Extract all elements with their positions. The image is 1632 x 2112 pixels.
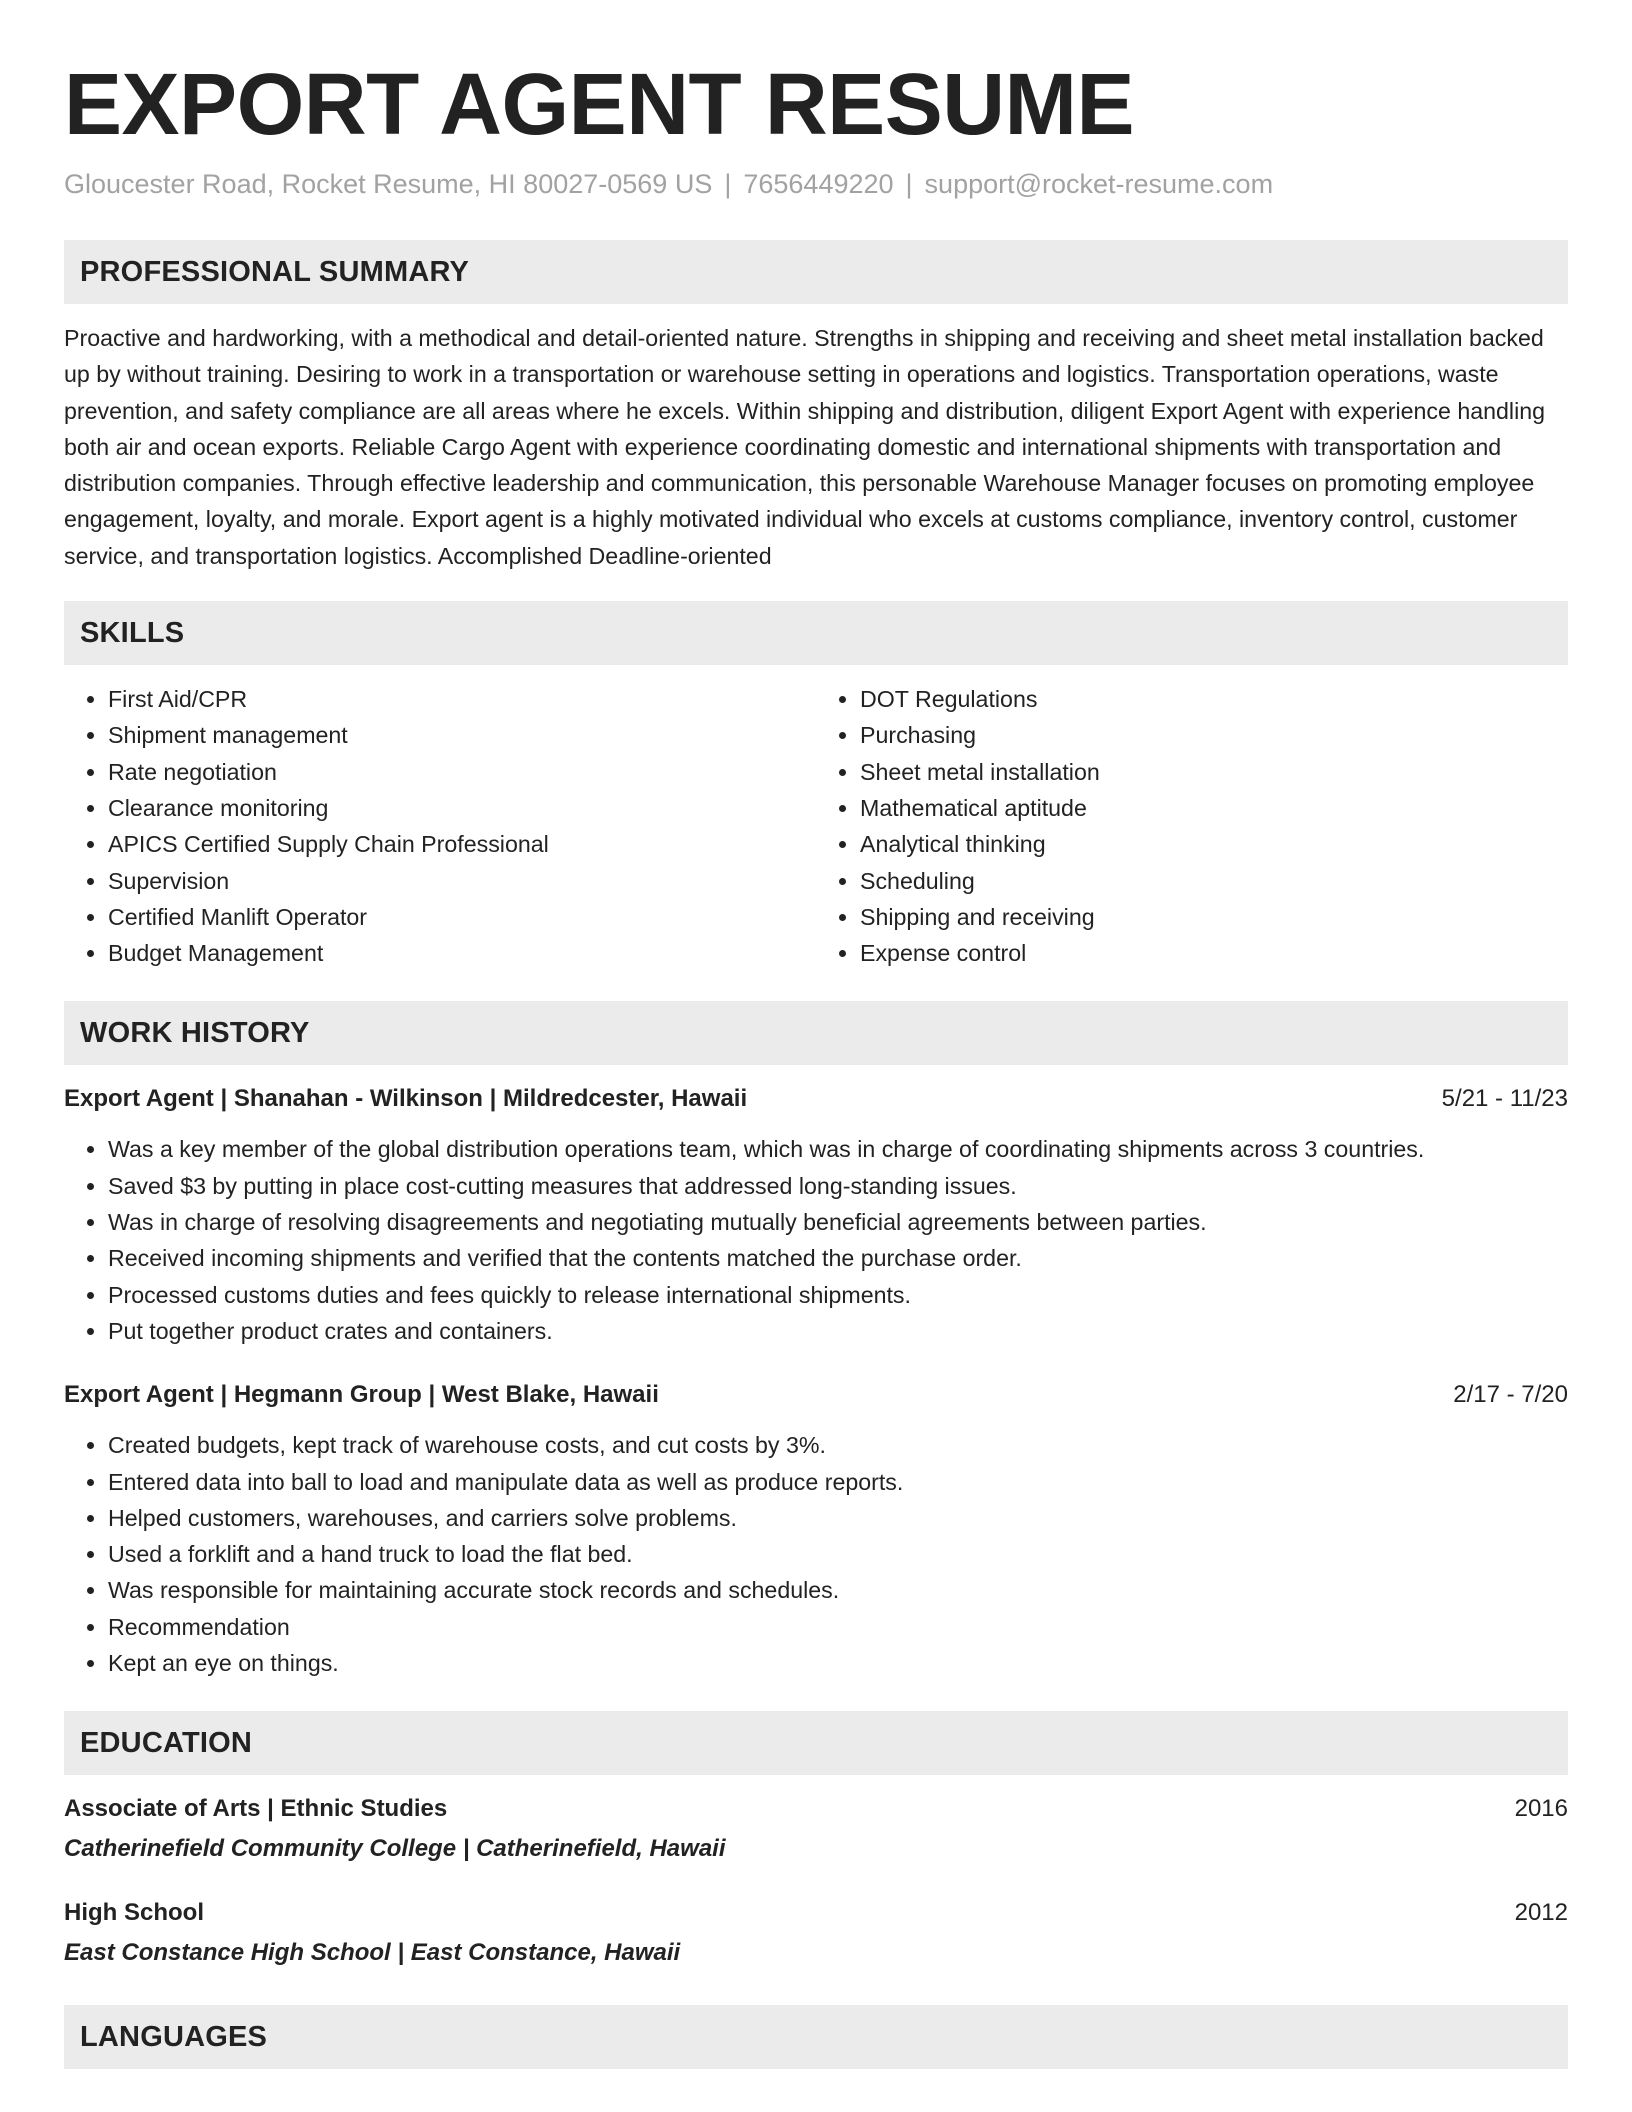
skill-item: • Analytical thinking	[860, 826, 1568, 862]
duty-item: • Was a key member of the global distribution operations team, which was in charge of coordinating shipments across 3 countries.	[108, 1131, 1568, 1167]
duty-item: • Processed customs duties and fees quickly to release international shipments.	[108, 1277, 1568, 1313]
job-header	[64, 1377, 1568, 1413]
skill-item: • Supervision	[108, 863, 816, 899]
skill-item: • Expense control	[860, 935, 1568, 971]
skill-item: • Shipping and receiving	[860, 899, 1568, 935]
contact-phone: 7656449220	[743, 169, 894, 199]
skill-item: • Mathematical aptitude	[860, 790, 1568, 826]
section-header-skills: SKILLS	[64, 601, 1568, 665]
skill-item: • APICS Certified Supply Chain Professional	[108, 826, 816, 862]
duty-item: • Recommendation	[108, 1609, 1568, 1645]
education-year: 2012	[1514, 1899, 1568, 1927]
skills-list	[64, 681, 1568, 971]
skill-item: • Clearance monitoring	[108, 790, 816, 826]
skill-item: • Purchasing	[860, 717, 1568, 753]
job-title: Export Agent | Hegmann Group | West Blake, Hawaii	[64, 1381, 659, 1409]
duty-item: • Entered data into ball to load and manipulate data as well as produce reports.	[108, 1464, 1568, 1500]
skills-column-right	[816, 681, 1568, 971]
education-degree: Associate of Arts | Ethnic Studies	[64, 1795, 448, 1823]
education-header	[64, 1895, 1568, 1931]
education-header	[64, 1791, 1568, 1827]
job-duties	[64, 1131, 1568, 1349]
section-header-education: EDUCATION	[64, 1711, 1568, 1775]
resume-title: EXPORT AGENT RESUME	[64, 56, 1135, 153]
education-year: 2016	[1514, 1795, 1568, 1823]
education-degree: High School	[64, 1899, 204, 1927]
job-duties	[64, 1427, 1568, 1681]
job-title: Export Agent | Shanahan - Wilkinson | Mildredcester, Hawaii	[64, 1085, 748, 1113]
education-entry	[64, 1791, 1568, 1867]
skill-item: • First Aid/CPR	[108, 681, 816, 717]
duty-item: • Kept an eye on things.	[108, 1645, 1568, 1681]
skill-item: • Certified Manlift Operator	[108, 899, 816, 935]
duty-item: • Received incoming shipments and verified that the contents matched the purchase order.	[108, 1240, 1568, 1276]
duty-item: • Was in charge of resolving disagreements and negotiating mutually beneficial agreements between parties.	[108, 1204, 1568, 1240]
skill-item: • Rate negotiation	[108, 754, 816, 790]
job-header	[64, 1081, 1568, 1117]
skill-item: • Sheet metal installation	[860, 754, 1568, 790]
duty-item: • Put together product crates and containers.	[108, 1313, 1568, 1349]
education-school: Catherinefield Community College | Catherinefield, Hawaii	[64, 1835, 726, 1863]
job-dates: 2/17 - 7/20	[1453, 1381, 1568, 1409]
summary-text: Proactive and hardworking, with a methodical and detail-oriented nature. Strengths in shipping and receiving and sheet metal installation backed up by without training. Desiring to work in a transportation or warehouse setting in operations and logistics. Transportation operations, waste prevention, and safety compliance are all areas where he excels. Within shipping and distribution, diligent Export Agent with experience handling both air and ocean exports. Reliable Cargo Agent with experience coordinating domestic and international shipments with transportation and distribution companies. Through effective leadership and communication, this personable Warehouse Manager focuses on promoting employee engagement, loyalty, and morale. Export agent is a highly motivated individual who excels at customs compliance, inventory control, customer service, and transportation logistics. Accomplished Deadline-oriented	[64, 325, 1546, 569]
education-school: East Constance High School | East Constance, Hawaii	[64, 1939, 681, 1967]
skill-item: • Scheduling	[860, 863, 1568, 899]
contact-email: support@rocket-resume.com	[924, 169, 1274, 199]
skill-item: • Budget Management	[108, 935, 816, 971]
skill-item: • Shipment management	[108, 717, 816, 753]
duty-item: • Helped customers, warehouses, and carriers solve problems.	[108, 1500, 1568, 1536]
contact-separator: |	[724, 169, 732, 199]
duty-item: • Was responsible for maintaining accurate stock records and schedules.	[108, 1572, 1568, 1608]
job-entry	[64, 1081, 1568, 1349]
section-header-languages: LANGUAGES	[64, 2005, 1568, 2069]
skills-column-left	[64, 681, 816, 971]
contact-separator: |	[905, 169, 913, 199]
duty-item: • Used a forklift and a hand truck to load the flat bed.	[108, 1536, 1568, 1572]
skill-item: • DOT Regulations	[860, 681, 1568, 717]
duty-item: • Saved $3 by putting in place cost-cutting measures that addressed long-standing issues.	[108, 1168, 1568, 1204]
section-header-summary: PROFESSIONAL SUMMARY	[64, 240, 1568, 304]
job-dates: 5/21 - 11/23	[1441, 1085, 1568, 1113]
section-header-work-history: WORK HISTORY	[64, 1001, 1568, 1065]
contact-address: Gloucester Road, Rocket Resume, HI 80027-0569 US	[64, 169, 713, 199]
education-entry	[64, 1895, 1568, 1971]
contact-line	[64, 166, 1568, 202]
job-entry	[64, 1377, 1568, 1681]
duty-item: • Created budgets, kept track of warehouse costs, and cut costs by 3%.	[108, 1427, 1568, 1463]
